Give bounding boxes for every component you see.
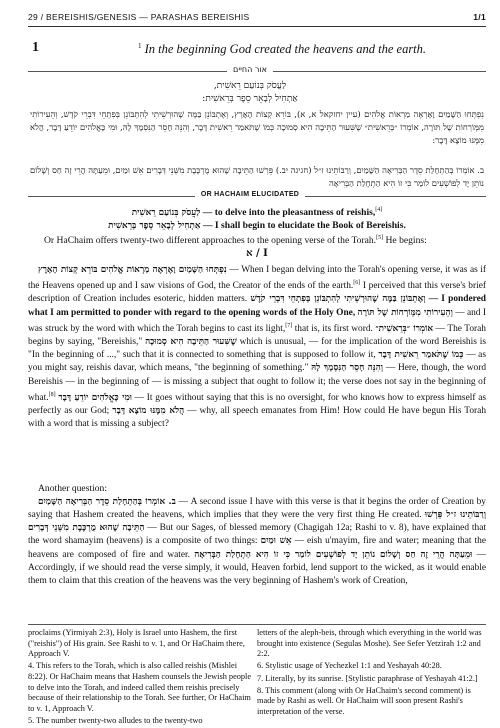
footnotes bbox=[28, 628, 486, 728]
p2-t4: — Accordingly, if we should read the verse simply, it would, Heaven forbid, lend support to the wicked, as it would enable them to claim that this creation of the heavens was the very beginning of Hashem's work of Creation, bbox=[28, 549, 487, 586]
footnote-right-2: 6. Stylistic usage of Yechezkel 1:1 and Yeshayah 40:28. bbox=[257, 661, 442, 671]
intro-note-sup: [5] bbox=[376, 235, 384, 241]
p2-t1: — A second issue I have with this verse is that it begins the order of Creation by saying that Hashem created the heavens, which implies that they were the very first thing He created. bbox=[28, 497, 486, 521]
running-head-right: 1/1 bbox=[473, 12, 486, 22]
running-head bbox=[28, 12, 486, 26]
p1-t7: which is unusual, — for the implication of the word Bereishis is "In the beginning of ...," such that it is connected to something that is supposed to follow it, bbox=[28, 337, 486, 361]
intro-note bbox=[28, 232, 486, 247]
p2-heb-a: ב. אוֹמְרוֹ בְּהַתְחָלַת סֵדֶר הַבְּרִיאָה הַשָּׁמַיִם bbox=[38, 497, 176, 507]
hebrew-intro-line1: לַעֲסֹק בְּנוֹעַם רֵאשִׁית, bbox=[213, 81, 287, 91]
hebrew-intro bbox=[0, 80, 500, 106]
footnote-right-4: 8. This comment (along with Or HaChaim's second comment) is made by Rashi as well. Or HaChaim will soon present Rashi's interpretation of the verse. bbox=[257, 685, 471, 716]
p1-t8: — as you might say, reishis davar, which means, "the beginning of something." bbox=[28, 350, 486, 374]
p1-sup6: [6] bbox=[353, 280, 361, 287]
p1-heb-a: נִפְתְּחוּ הַשָּׁמַיִם וָאֶרְאֶה מַרְאוֹת אֱלֹהִים בּוֹרֵא קְצוֹת הָאָרֶץ bbox=[38, 265, 227, 275]
p1-t1: — When I began delving into the Torah's opening verse, it was as if the Heavens opened up and I saw visions of God, the Creator of the ends of the earth. bbox=[28, 265, 487, 292]
footnotes-right bbox=[257, 628, 486, 728]
p2-heb-b: וְרַבּוֹתֵינוּ ז״ל פֵּרְשׁוּ הַתֵּיבָה שֶׁהוּא מֻרְכֶּבֶת מִשְּׁנֵי דְּבָרִים bbox=[28, 510, 486, 534]
elucidated-label: OR HACHAIM ELUCIDATED bbox=[195, 191, 305, 198]
elucidated-heb-2: אַתְחִיל לְבָאֵר סֵפֶר בְּרֵאשִׁית bbox=[108, 220, 201, 231]
elucidated-line-1: — to delve into the pleasantness of reishis, bbox=[202, 207, 376, 219]
paragraph-2 bbox=[28, 496, 486, 588]
paragraph-1 bbox=[28, 264, 486, 431]
p1-t9: — Here, though, the word Bereishis — in the beginning of — is missing a subject that ought to follow it; the verse does not say in the beginning of what. bbox=[28, 363, 487, 403]
footnote-right-1: letters of the aleph-beis, through which everything in the world was brought into existence (Segulas Moshe). See Sefer Yetzirah 1:2 and 2:2. bbox=[257, 628, 482, 659]
or-hachaim-label-wrap bbox=[0, 65, 500, 74]
elucidated-label-wrap bbox=[0, 191, 500, 198]
elucidated-sup-1: [4] bbox=[375, 207, 383, 213]
p1-heb-b: וְאֶתְבּוֹנֵן בַּמֶּה שֶׁהוּרְשֵׁיתִי לְהִתְבּוֹנֵן בְּפִתְחֵי דִּבְרֵי קֹדֶשׁ bbox=[250, 294, 426, 305]
running-head-left: 29 / BEREISHIS/GENESIS — PARASHAS BEREISHIS bbox=[28, 12, 250, 22]
section-heading-1: א / I bbox=[246, 248, 268, 259]
p1-heb-d: אוֹמְרוֹ ״בְּרֵאשִׁית״ bbox=[375, 323, 434, 334]
intro-note-end: He begins: bbox=[385, 235, 427, 247]
p1-heb-i: הֲלֹא מִמֶּנּוּ מוֹצָא דָּבָר bbox=[112, 405, 185, 416]
or-hachaim-label: אור החיים bbox=[227, 65, 273, 74]
verse-translation bbox=[138, 42, 426, 57]
hebrew-paragraph-2: ב. אוֹמְרוֹ בְּהַתְחָלַת סֵדֶר הַבְּרִיאָה הַשָּׁמַיִם, וְרַבּוֹתֵינוּ ז״ל (חגיגה יב.) פֵּרְשׁוּ הַתֵּיבָה שֶׁהוּא מֻרְכֶּבֶת מִשְּׁנֵי דְּבָרִים אֵשׁ וּמַיִם, וּמֵעַתָּה הֲרֵי זֶה חַס וְשָׁלוֹם נוֹתֵן יָד לְפוֹשְׁעִים לוֹמַר כִּי זוֹ הִיא הַתְחָלַת הַבְּרִיאָה bbox=[30, 165, 484, 188]
hebrew-paragraph-1: נִפְתְּחוּ הַשָּׁמַיִם וָאֶרְאֶה מַרְאוֹת אֱלֹהִים (עיין יחזקאל א, א), בּוֹרֵא קְצוֹת הָאָרֶץ, וְאֶתְבּוֹנֵן בַּמֶּה שֶׁהוּרְשֵׁיתִי לְהִתְבּוֹנֵן בְּפִתְחֵי דִּבְרֵי קֹדֶשׁ, וְהֵעִירוֹתִי מִמְּוֹרְחוֹת שֶׁל תּוֹרָה, אוֹמְרוֹ ״בְּרֵאשִׁית״ שֶׁשִּׁעוּר הַתֵּיבָה הִיא סְמוּכָה כְּמוֹ שֶׁתֹּאמַר רֵאשִׁית דָּבָר, וְהִנֵּה חָסֵר הַנִּסְמָךְ לָהּ, וּמִי כָּאֱלֹהִים יוֹדֵעַ דָּבָר, הֲלֹא מִמֶּנּוּ מוֹצָא דָּבָר: bbox=[30, 109, 484, 145]
p1-t10: — It goes without saying that this is no oversight, for who knows how to express himself as perfectly as our God; bbox=[28, 392, 487, 416]
p2-heb-d: וּמֵעַתָּה הֲרֵי זֶה חַס וְשָׁלוֹם נוֹתֵן יָד לְפוֹשְׁעִים לוֹמַר כִּי זוֹ הִיא הַתְחָלַת הַבְּרִיאָה bbox=[194, 549, 473, 560]
p1-sup8: [8] bbox=[48, 391, 56, 398]
elucidated-line-2: — I shall begin to elucidate the Book of Bereishis. bbox=[202, 219, 406, 231]
footnotes-left bbox=[28, 628, 257, 728]
p1-t5: that is, its first word. bbox=[294, 323, 373, 334]
hebrew-intro-line2: אַתְחִיל לְבָאֵר סֵפֶר בְּרֵאשִׁית: bbox=[202, 94, 298, 104]
p1-heb-c: וְהֵעִירוֹתִי מִמְּוֹרְחוֹת שֶׁל תּוֹרָה bbox=[357, 307, 453, 318]
footnote-left-1: proclaims (Yirmiyah 2:3), Holy is Israel unto Hashem, the first ("reishis") of His grain. See Rashi to v. 1, and Or HaChaim there, Approach V. bbox=[28, 628, 245, 659]
p2-heb-c: אֵשׁ וּמַיִם bbox=[260, 536, 292, 547]
verse-sup: 1 bbox=[138, 42, 142, 50]
footnote-rule bbox=[28, 624, 486, 625]
p1-heb-e: שֶׁשִּׁעוּר הַתֵּיבָה הִיא סְמוּכָה bbox=[145, 337, 237, 348]
p1-t4: — and I was struck by the word with which the Torah begins to cast its light, bbox=[28, 307, 486, 334]
p1-t6: — The Torah begins by saying, "Bereishis," bbox=[28, 323, 486, 348]
p1-sup7: [7] bbox=[285, 322, 293, 329]
p1-heb-h: וּמִי כָּאֱלֹהִים יוֹדֵעַ דָּבָר bbox=[58, 392, 132, 403]
p2-t2: — But our Sages, of blessed memory (Chagigah 12a; Rashi to v. 8), have explained that the word shamayim (heavens) is a composite of two things: bbox=[28, 523, 486, 547]
p1-heb-f: כְּמוֹ שֶׁתֹּאמַר רֵאשִׁית דָּבָר bbox=[378, 350, 464, 361]
p2-t3: — eish u'mayim, fire and water; meaning that the heavens are composed of fire and water. bbox=[28, 536, 487, 560]
elucidated-heb-1: לַעֲסֹק בְּנוֹעַם רֵאשִׁית bbox=[131, 208, 201, 219]
p1-heb-g: וְהִנֵּה חָסֵר הַנִּסְמָךְ לָהּ bbox=[311, 363, 384, 374]
verse-text: In the beginning God created the heavens and the earth. bbox=[144, 42, 427, 57]
another-question: Another question: bbox=[38, 483, 108, 494]
p1-t2: I perceived that this verse's brief description of Creation includes esoteric, hidden matters. bbox=[28, 281, 486, 305]
p1-t3: — I pondered what I am permitted to ponder with regard to the opening words of the Holy One, bbox=[28, 294, 487, 318]
footnote-left-3: 5. The number twenty-two alludes to the twenty-two bbox=[28, 715, 203, 725]
header-rule bbox=[28, 26, 486, 27]
footnote-left-2: 4. This refers to the Torah, which is also called reishis (Mishlei 8:22). Or HaChaim means that Hashem counsels the Jewish people to delve into the Torah, and indeed called them reishis precisely because of their relationship to the Torah. See further, Or HaChaim to v. 1, Approach V. bbox=[28, 661, 252, 713]
p1-t11: — why, all speech emanates from Him! How could He have begun His Torah with a word that is missing a subject? bbox=[28, 405, 487, 430]
verse-number: 1 bbox=[32, 40, 39, 55]
intro-note-text: Or HaChaim offers twenty-two different approaches to the opening verse of the Torah. bbox=[44, 235, 377, 247]
footnote-right-3: 7. Literally, by its sunrise. [Stylistic paraphrase of Yeshayah 41:2.] bbox=[257, 673, 478, 683]
elucidated-intro bbox=[28, 204, 486, 233]
